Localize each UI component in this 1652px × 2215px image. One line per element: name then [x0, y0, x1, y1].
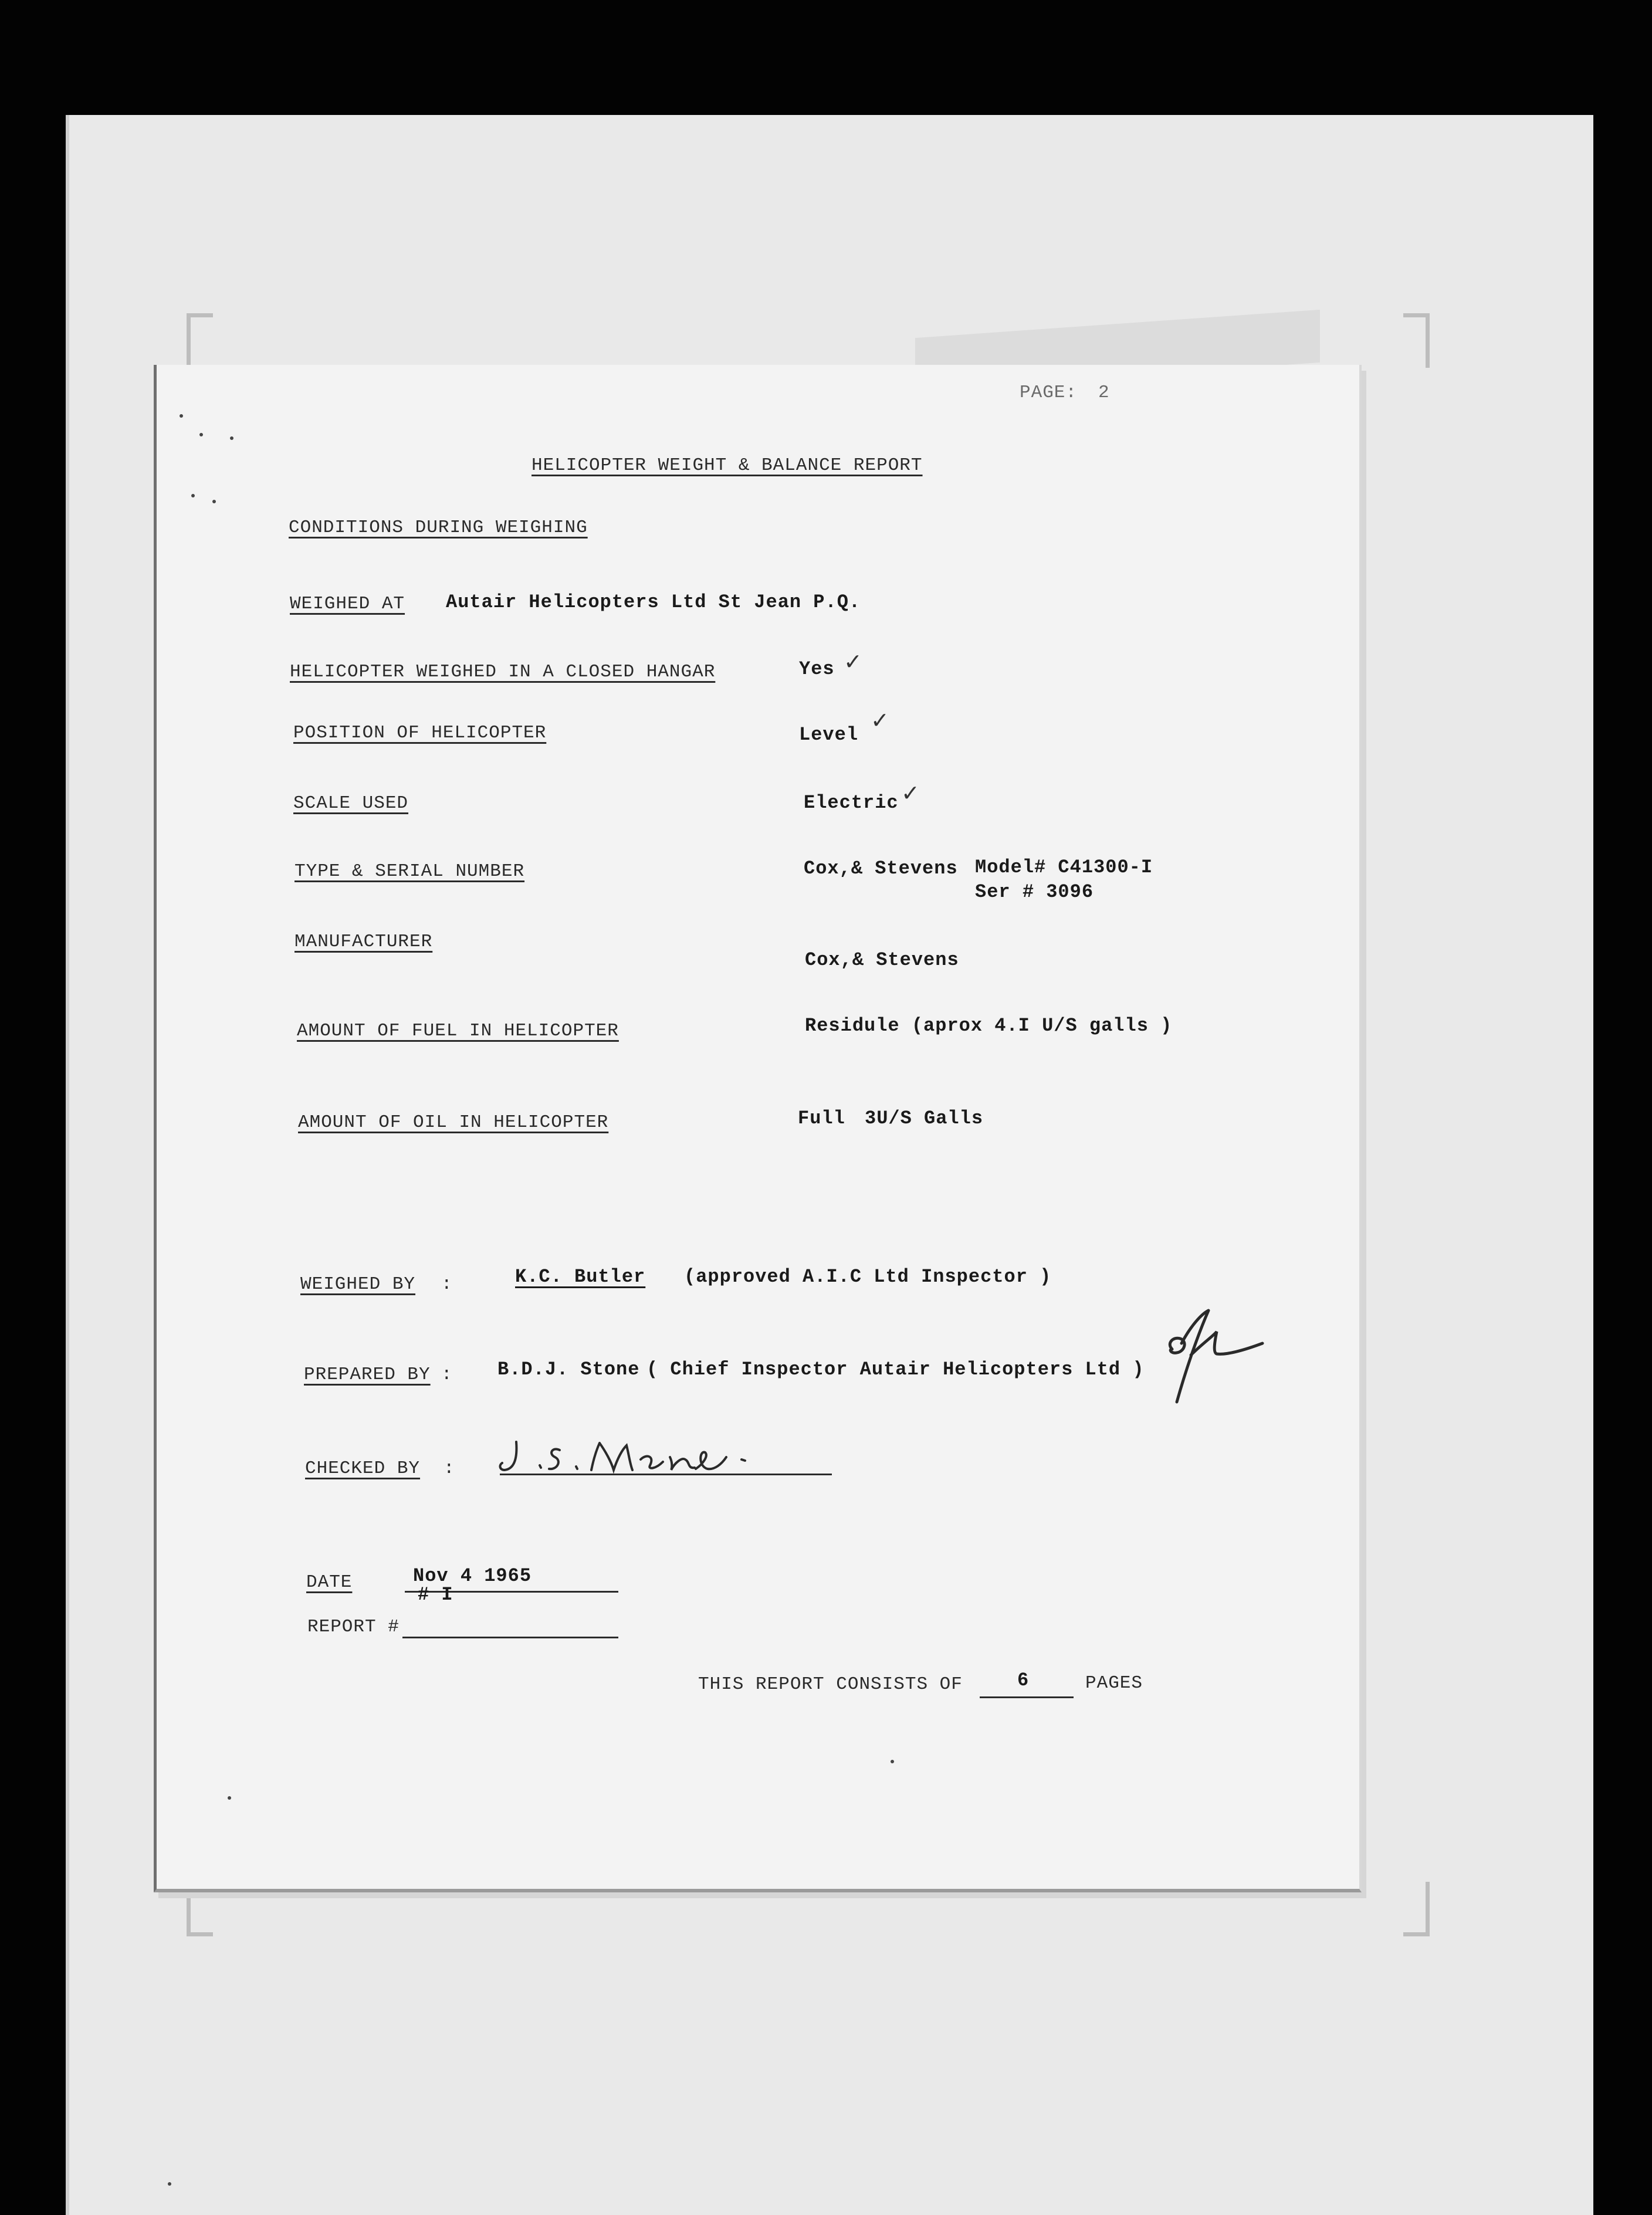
speck [212, 500, 216, 503]
checkmark-icon: ✓ [844, 649, 862, 675]
date-label: DATE [306, 1572, 353, 1593]
weighed-by-note: (approved A.I.C Ltd Inspector ) [684, 1266, 1052, 1288]
checkmark-icon: ✓ [871, 707, 889, 733]
serial-number: Ser # 3096 [975, 881, 1094, 903]
page-number: 2 [1098, 382, 1110, 403]
prepared-by-colon: : [441, 1364, 453, 1385]
speck [230, 436, 233, 440]
oil-value: Full [798, 1108, 845, 1129]
type-serial-label: TYPE & SERIAL NUMBER [294, 861, 525, 882]
page-label: PAGE: [1020, 382, 1078, 403]
weighed-at-label: WEIGHED AT [290, 594, 405, 614]
checkmark-icon: ✓ [901, 780, 920, 806]
type-serial-value: Cox,& Stevens [804, 858, 958, 879]
speck [228, 1796, 231, 1800]
closed-hangar-label: HELICOPTER WEIGHED IN A CLOSED HANGAR [290, 662, 716, 682]
position-value: Level [799, 724, 859, 746]
weighed-by-label: WEIGHED BY [300, 1274, 416, 1295]
manufacturer-label: MANUFACTURER [294, 932, 433, 952]
prepared-by-note: ( Chief Inspector Autair Helicopters Ltd ) [646, 1359, 1145, 1380]
scale-used-value: Electric [804, 792, 899, 814]
speck [191, 494, 195, 497]
model-number: Model# C41300-I [975, 856, 1153, 878]
prepared-by-name: B.D.J. Stone [497, 1359, 640, 1380]
report-label: REPORT # [307, 1617, 400, 1637]
checked-by-line [500, 1474, 832, 1475]
report-value: # I [418, 1584, 453, 1606]
page-count-line [980, 1696, 1074, 1698]
checked-by-colon: : [444, 1458, 455, 1479]
report-line [402, 1637, 618, 1638]
position-label: POSITION OF HELICOPTER [293, 723, 547, 743]
footer-suffix: PAGES [1085, 1673, 1143, 1694]
speck [168, 2182, 171, 2186]
closed-hangar-value: Yes [799, 658, 835, 680]
checked-by-label: CHECKED BY [305, 1458, 421, 1479]
weighed-by-colon: : [441, 1274, 453, 1295]
section-heading: CONDITIONS DURING WEIGHING [289, 517, 588, 538]
footer-page-count: 6 [1017, 1669, 1030, 1691]
scale-used-label: SCALE USED [293, 793, 409, 814]
speck [891, 1760, 894, 1763]
weighed-by-name: K.C. Butler [515, 1266, 646, 1288]
prepared-by-label: PREPARED BY [304, 1364, 431, 1385]
report-title: HELICOPTER WEIGHT & BALANCE REPORT [532, 455, 923, 476]
speck [199, 433, 203, 436]
signature-stone [1156, 1302, 1267, 1408]
manufacturer-value: Cox,& Stevens [805, 949, 959, 971]
oil-quantity: 3U/S Galls [865, 1108, 984, 1129]
corner-mark-top-right [1403, 313, 1430, 368]
corner-mark-bottom-right [1403, 1882, 1430, 1936]
weighed-at-value: Autair Helicopters Ltd St Jean P.Q. [446, 591, 861, 613]
corner-mark-top-left [187, 313, 213, 368]
date-value: Nov 4 1965 [413, 1565, 532, 1587]
fuel-value: Residule (aprox 4.I U/S galls ) [805, 1015, 1173, 1037]
fuel-label: AMOUNT OF FUEL IN HELICOPTER [297, 1021, 619, 1041]
oil-label: AMOUNT OF OIL IN HELICOPTER [298, 1112, 609, 1133]
footer-prefix: THIS REPORT CONSISTS OF [698, 1674, 963, 1695]
speck [180, 414, 183, 418]
